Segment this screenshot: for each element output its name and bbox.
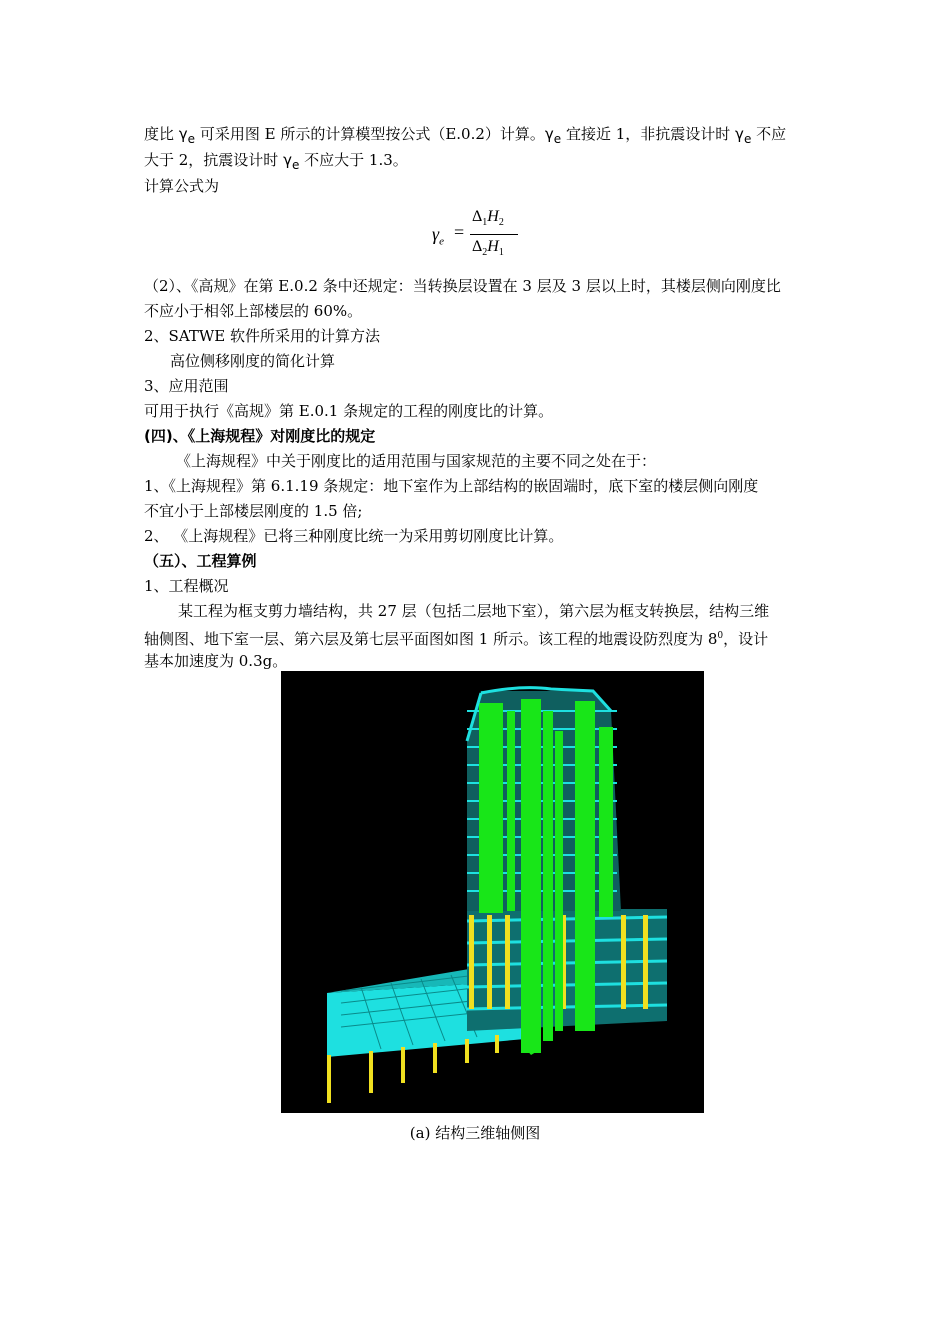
- section-heading: (四)、《上海规程》对刚度比的规定: [144, 427, 376, 445]
- paragraph-line: （2）、《高规》在第 E.0.2 条中还规定：当转换层设置在 3 层及 3 层以上时，其楼层侧向刚度比: [144, 277, 781, 295]
- gamma-e-symbol: $\gamma_e$: [544, 125, 562, 146]
- formula-lhs: $\gamma_e$: [432, 224, 444, 248]
- paragraph-line: 2、 《上海规程》已将三种刚度比统一为采用剪切刚度比计算。: [144, 527, 564, 545]
- section-heading: （五）、工程算例: [144, 552, 257, 570]
- formula-numerator: $\Delta_1H_2$: [472, 208, 504, 229]
- stiffness-ratio-formula: [432, 208, 522, 264]
- paragraph-line: 1、《上海规程》第 6.1.19 条规定：地下室作为上部结构的嵌固端时，底下室的楼层侧向刚度: [144, 477, 759, 495]
- paragraph-line: 度比 $\gamma_e$ 可采用图 E 所示的计算模型按公式（E.0.2）计算。$\gamma_e$ 宜接近 1，非抗震设计时 $\gamma_e$ 不应: [144, 125, 787, 146]
- structure-3d-drawing: [281, 671, 704, 1113]
- paragraph-line: 基本加速度为 0.3g。: [144, 652, 288, 670]
- gamma-e-symbol: $\gamma_e$: [735, 125, 752, 146]
- figure-caption: (a) 结构三维轴侧图: [409, 1124, 541, 1142]
- paragraph-line: 《上海规程》中关于刚度比的适用范围与国家规范的主要不同之处在于：: [176, 452, 657, 470]
- gamma-e-symbol: $\gamma_e$: [178, 125, 196, 146]
- paragraph-line: 可用于执行《高规》第 E.0.1 条规定的工程的刚度比的计算。: [144, 402, 554, 420]
- paragraph-line: 1、工程概况: [144, 577, 229, 595]
- paragraph-line: 2、SATWE 软件所采用的计算方法: [144, 327, 380, 345]
- gamma-e-symbol: $\gamma_e$: [283, 151, 300, 172]
- fraction-bar: [470, 234, 518, 235]
- paragraph-line: 计算公式为: [144, 177, 220, 195]
- paragraph-line: 不应小于相邻上部楼层的 60%。: [144, 302, 363, 320]
- paragraph-line: 高位侧移刚度的简化计算: [170, 352, 336, 370]
- structure-3d-axonometric-figure: [281, 671, 704, 1113]
- formula-denominator: $\Delta_2H_1$: [472, 238, 504, 259]
- paragraph-line: 不宜小于上部楼层刚度的 1.5 倍;: [144, 502, 363, 520]
- paragraph-line: 某工程为框支剪力墙结构，共 27 层（包括二层地下室），第六层为框支转换层，结构三维: [178, 602, 770, 620]
- lower-frame-block: [467, 909, 667, 1031]
- paragraph-line: 轴侧图、地下室一层、第六层及第七层平面图如图 1 所示。该工程的地震设防烈度为 $8^0$，设计: [144, 630, 769, 648]
- paragraph-line: 大于 2，抗震设计时 $\gamma_e$ 不应大于 1.3。: [144, 151, 408, 172]
- formula-equals: =: [454, 222, 465, 242]
- paragraph-line: 3、应用范围: [144, 377, 229, 395]
